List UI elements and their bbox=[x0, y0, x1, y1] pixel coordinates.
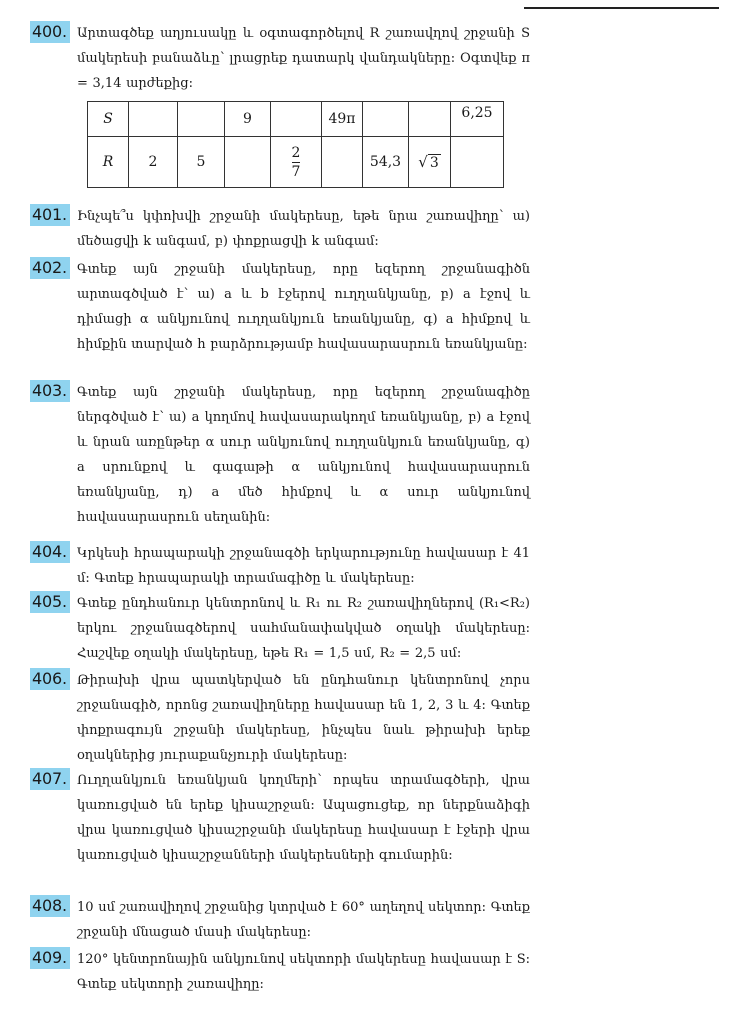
sqrt-symbol: √ bbox=[418, 153, 428, 171]
table-cell-fraction bbox=[271, 137, 322, 188]
table-cell-sqrt bbox=[409, 137, 451, 188]
problem-number: 401. bbox=[30, 204, 70, 226]
table-cell: S bbox=[88, 102, 129, 137]
table-cell bbox=[271, 102, 322, 137]
problem-text: Թիրախի վրա պատկերված են ընդհանուր կենտրոնով չորս շրջանագիծ, որոնց շառավիղները հավասար են 1, 2, 3 և 4: Գտեք փոքրագույն շրջանի մակերեսը, ինչպես նաև թիրախի երեք օղակներից յուրաքանչյուրի մակերեսը: bbox=[77, 673, 530, 763]
table-cell bbox=[363, 102, 409, 137]
problem-number: 405. bbox=[30, 591, 70, 613]
problem-text: Արտագծեք աղյուսակը և օգտագործելով R շառավղով շրջանի S մակերեսի բանաձևը՝ լրացրեք դատարկ վանդակները: Օգտվեք π = 3,14 արժեքից: bbox=[77, 26, 530, 91]
problem-403 bbox=[30, 380, 530, 530]
table-row-r bbox=[88, 137, 504, 188]
problem-407 bbox=[30, 768, 530, 868]
problem-text: 10 սմ շառավիղով շրջանից կտրված է 60° աղեղով սեկտոր: Գտեք շրջանի մնացած մասի մակերեսը: bbox=[77, 900, 530, 940]
problem-401 bbox=[30, 204, 530, 254]
table-cell: 2 bbox=[129, 137, 178, 188]
problem-number: 400. bbox=[30, 21, 70, 43]
table-cell bbox=[225, 137, 271, 188]
problem-400 bbox=[30, 21, 530, 96]
table-cell bbox=[178, 102, 225, 137]
sqrt-argument: 3 bbox=[429, 155, 439, 171]
problem-406 bbox=[30, 668, 530, 768]
problem-text: Ուղղանկյուն եռանկյան կողմերի՝ որպես տրամագծերի, վրա կառուցված են երեք կիսաշրջան: Ապացուցեք, որ ներքնաձիգի վրա կառուցված կիսաշրջանի մակերեսը հավասար է էջերի վրա կառուցված կիսաշրջանների մակերեսների գումարին: bbox=[77, 773, 530, 863]
problem-number: 404. bbox=[30, 541, 70, 563]
problem-text: Ինչպե՞ս կփոխվի շրջանի մակերեսը, եթե նրա շառավիղը՝ ա) մեծացվի k անգամ, բ) փոքրացվի k անգամ: bbox=[77, 209, 530, 249]
radius-area-table bbox=[87, 101, 504, 188]
fraction-denominator: 7 bbox=[291, 163, 301, 180]
problem-404 bbox=[30, 541, 530, 591]
problem-text: Գտեք այն շրջանի մակերեսը, որը եզերող շրջանագիծը ներգծված է՝ ա) a կողմով հավասարակողմ եռանկյանը, բ) a էջով և նրան առընթեր α սուր անկյունով ուղղանկյուն եռանկյանը, գ) a սրունքով և գագաթի α անկյունով հավասարասրուն եռանկյանը, դ) a մեծ հիմքով և α սուր անկյունով հավասարասրուն սեղանին: bbox=[77, 385, 530, 525]
fraction bbox=[292, 144, 301, 181]
problem-number: 406. bbox=[30, 668, 70, 690]
problem-number: 408. bbox=[30, 895, 70, 917]
problem-number: 403. bbox=[30, 380, 70, 402]
problem-number: 402. bbox=[30, 257, 70, 279]
table-cell bbox=[322, 137, 363, 188]
problem-text: Կրկեսի հրապարակի շրջանագծի երկարությունը հավասար է 41 մ: Գտեք հրապարակի տրամագիծը և մակերեսը: bbox=[77, 546, 530, 586]
problem-405 bbox=[30, 591, 530, 666]
table-cell: R bbox=[88, 137, 129, 188]
table-cell: 9 bbox=[225, 102, 271, 137]
table-cell: 5 bbox=[178, 137, 225, 188]
table-cell: 54,3 bbox=[363, 137, 409, 188]
problem-number: 409. bbox=[30, 947, 70, 969]
table-cell: 6,25 bbox=[451, 102, 504, 137]
problem-409 bbox=[30, 947, 530, 997]
table-row-s bbox=[88, 102, 504, 137]
problem-text: Գտեք այն շրջանի մակերեսը, որը եզերող շրջանագիծն արտագծված է՝ ա) a և b էջերով ուղղանկյանը, բ) a էջով և դիմացի α անկյունով ուղղանկյուն եռանկյանը, գ) a հիմքով և հիմքին տարված h բարձրությամբ հավասարասրուն եռանկյանը: bbox=[77, 262, 530, 352]
problem-text: 120° կենտրոնային անկյունով սեկտորի մակերեսը հավասար է S: Գտեք սեկտորի շառավիղը: bbox=[77, 952, 530, 992]
problem-number: 407. bbox=[30, 768, 70, 790]
problem-408 bbox=[30, 895, 530, 945]
problem-text: Գտեք ընդհանուր կենտրոնով և R₁ ու R₂ շառավիղներով (R₁<R₂) երկու շրջանագծերով սահմանափակված օղակի մակերեսը: Հաշվեք օղակի մակերեսը, եթե R₁ = 1,5 սմ, R₂ = 2,5 սմ: bbox=[77, 596, 530, 661]
fraction-numerator: 2 bbox=[291, 144, 301, 161]
table-cell bbox=[451, 137, 504, 188]
table-cell bbox=[129, 102, 178, 137]
header-rule bbox=[524, 7, 719, 9]
table-cell bbox=[409, 102, 451, 137]
table-cell: 49π bbox=[322, 102, 363, 137]
problem-402 bbox=[30, 257, 530, 357]
